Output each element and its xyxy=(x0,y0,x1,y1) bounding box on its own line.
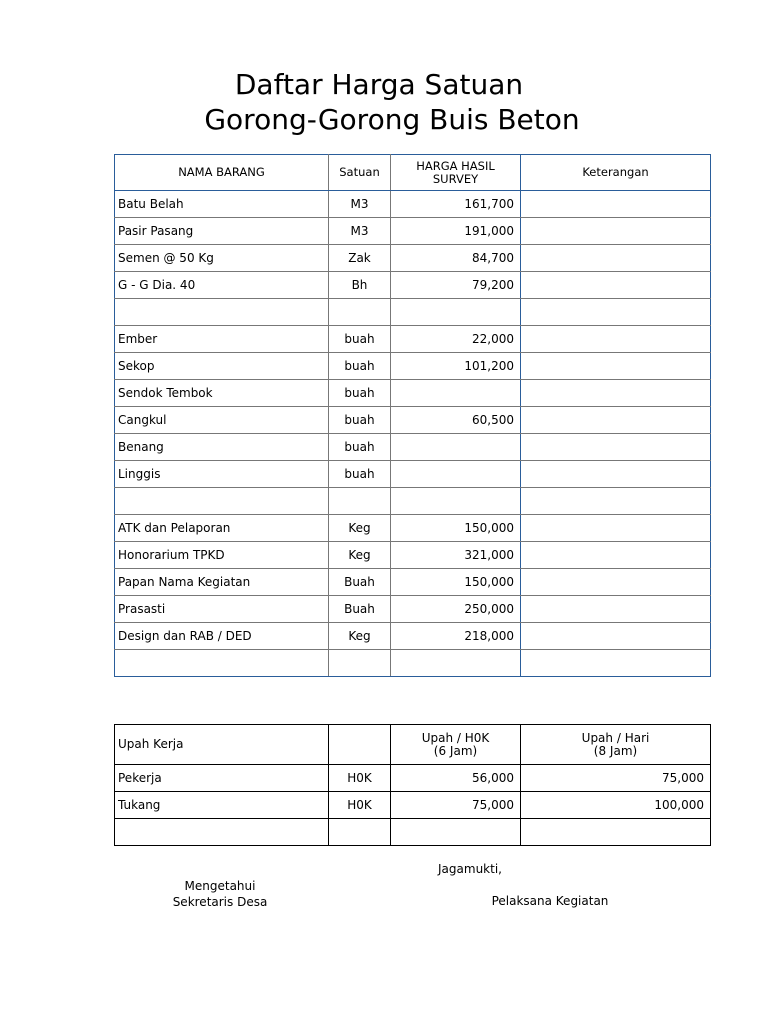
table-cell: H0K xyxy=(329,765,391,792)
table-cell: Semen @ 50 Kg xyxy=(115,245,329,272)
price-header-cell: Satuan xyxy=(329,155,391,191)
table-cell xyxy=(521,623,711,650)
table-cell: 22,000 xyxy=(391,326,521,353)
table-cell xyxy=(391,488,521,515)
table-cell: Design dan RAB / DED xyxy=(115,623,329,650)
table-cell xyxy=(521,191,711,218)
table-cell: 56,000 xyxy=(391,765,521,792)
table-row xyxy=(115,407,711,434)
table-cell: 101,200 xyxy=(391,353,521,380)
table-cell: Buah xyxy=(329,569,391,596)
table-cell xyxy=(391,461,521,488)
table-cell: Batu Belah xyxy=(115,191,329,218)
table-row xyxy=(115,218,711,245)
table-cell: buah xyxy=(329,461,391,488)
table-cell: M3 xyxy=(329,191,391,218)
price-header-cell: NAMA BARANG xyxy=(115,155,329,191)
table-cell xyxy=(521,819,711,846)
table-cell: Prasasti xyxy=(115,596,329,623)
table-cell xyxy=(521,353,711,380)
signature-right: Pelaksana Kegiatan xyxy=(491,894,609,908)
table-cell xyxy=(391,819,521,846)
table-cell: Papan Nama Kegiatan xyxy=(115,569,329,596)
table-row xyxy=(115,380,711,407)
table-cell: 100,000 xyxy=(521,792,711,819)
table-cell: Sekop xyxy=(115,353,329,380)
price-header-cell: HARGA HASIL SURVEY xyxy=(391,155,521,191)
signature-left: Mengetahui Sekretaris Desa xyxy=(172,879,268,909)
table-cell: Keg xyxy=(329,542,391,569)
table-cell: ATK dan Pelaporan xyxy=(115,515,329,542)
table-cell: Honorarium TPKD xyxy=(115,542,329,569)
table-row xyxy=(115,623,711,650)
table-cell: 60,500 xyxy=(391,407,521,434)
table-cell: 250,000 xyxy=(391,596,521,623)
table-row xyxy=(115,299,711,326)
table-cell xyxy=(329,299,391,326)
table-cell xyxy=(521,326,711,353)
table-cell xyxy=(521,542,711,569)
table-cell: Pasir Pasang xyxy=(115,218,329,245)
table-row xyxy=(115,245,711,272)
table-cell xyxy=(391,434,521,461)
table-cell xyxy=(521,245,711,272)
table-cell: Zak xyxy=(329,245,391,272)
table-row xyxy=(115,353,711,380)
table-cell: 150,000 xyxy=(391,515,521,542)
table-cell xyxy=(521,218,711,245)
table-cell: Ember xyxy=(115,326,329,353)
table-cell: Cangkul xyxy=(115,407,329,434)
table-row xyxy=(115,272,711,299)
wage-header-cell: Upah Kerja xyxy=(115,725,329,765)
table-row xyxy=(115,792,711,819)
table-cell xyxy=(115,488,329,515)
table-row xyxy=(115,765,711,792)
table-row xyxy=(115,650,711,677)
table-cell xyxy=(521,596,711,623)
table-cell: Linggis xyxy=(115,461,329,488)
page-subtitle: Gorong-Gorong Buis Beton xyxy=(204,103,580,136)
wage-header-cell: Upah / H0K (6 Jam) xyxy=(391,725,521,765)
table-row xyxy=(115,461,711,488)
table-cell xyxy=(115,650,329,677)
wage-table xyxy=(114,724,711,846)
page-title: Daftar Harga Satuan xyxy=(234,68,524,101)
table-cell: 161,700 xyxy=(391,191,521,218)
table-cell: buah xyxy=(329,434,391,461)
table-cell xyxy=(329,650,391,677)
table-cell: Sendok Tembok xyxy=(115,380,329,407)
wage-header-cell: Upah / Hari (8 Jam) xyxy=(521,725,711,765)
table-cell: 218,000 xyxy=(391,623,521,650)
table-cell xyxy=(521,272,711,299)
table-cell xyxy=(115,299,329,326)
table-row xyxy=(115,596,711,623)
table-cell: 75,000 xyxy=(521,765,711,792)
table-row xyxy=(115,515,711,542)
table-cell: 321,000 xyxy=(391,542,521,569)
table-cell xyxy=(391,650,521,677)
table-cell xyxy=(521,650,711,677)
table-cell: 79,200 xyxy=(391,272,521,299)
table-cell xyxy=(521,380,711,407)
table-cell: Keg xyxy=(329,515,391,542)
table-cell xyxy=(521,569,711,596)
table-cell: 75,000 xyxy=(391,792,521,819)
table-cell: buah xyxy=(329,380,391,407)
wage-header-row xyxy=(115,725,711,765)
wage-header-cell xyxy=(329,725,391,765)
table-cell: Buah xyxy=(329,596,391,623)
table-cell xyxy=(521,461,711,488)
table-cell: 84,700 xyxy=(391,245,521,272)
table-row xyxy=(115,542,711,569)
table-cell xyxy=(115,819,329,846)
table-row xyxy=(115,488,711,515)
table-cell xyxy=(391,380,521,407)
table-cell: H0K xyxy=(329,792,391,819)
table-cell xyxy=(521,515,711,542)
table-cell xyxy=(521,488,711,515)
table-cell: Pekerja xyxy=(115,765,329,792)
table-cell: Keg xyxy=(329,623,391,650)
table-cell: 150,000 xyxy=(391,569,521,596)
table-cell xyxy=(391,299,521,326)
table-cell: buah xyxy=(329,407,391,434)
table-cell xyxy=(329,819,391,846)
table-row xyxy=(115,191,711,218)
table-cell: buah xyxy=(329,326,391,353)
price-header-row xyxy=(115,155,711,191)
signature-place: Jagamukti, xyxy=(438,862,502,876)
table-cell: G - G Dia. 40 xyxy=(115,272,329,299)
price-table xyxy=(114,154,711,677)
table-row xyxy=(115,326,711,353)
table-cell xyxy=(329,488,391,515)
price-header-cell: Keterangan xyxy=(521,155,711,191)
table-cell: Bh xyxy=(329,272,391,299)
table-cell xyxy=(521,407,711,434)
table-row xyxy=(115,434,711,461)
table-cell: buah xyxy=(329,353,391,380)
table-cell: 191,000 xyxy=(391,218,521,245)
table-cell: M3 xyxy=(329,218,391,245)
table-row xyxy=(115,569,711,596)
table-cell xyxy=(521,434,711,461)
table-cell: Benang xyxy=(115,434,329,461)
table-cell: Tukang xyxy=(115,792,329,819)
table-cell xyxy=(521,299,711,326)
table-row xyxy=(115,819,711,846)
